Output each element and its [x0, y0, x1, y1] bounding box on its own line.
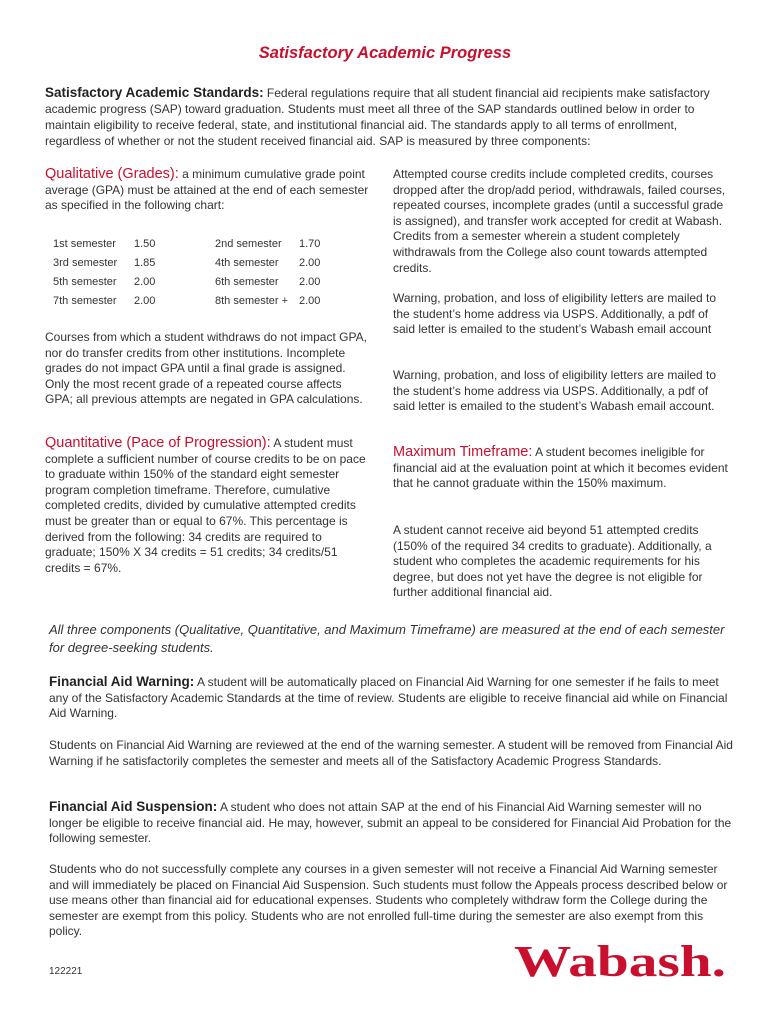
maximum-timeframe-note: A student cannot receive aid beyond 51 attempted credits (150% of the required 34 credits to graduate). Additionally, a student who completes the academic requirements for his degree, but does not yet have the degree is not eligible for further additional financial aid.	[393, 523, 712, 600]
qualitative-text: a minimum cumulative grade point average (GPA) must be attained at the end of each semester as specified in the following chart:	[45, 167, 369, 213]
qualitative-heading: Qualitative (Grades):	[45, 166, 179, 182]
warning-heading: Financial Aid Warning:	[49, 674, 195, 689]
warning-paragraph	[49, 674, 734, 722]
warning-letter-paragraph: Warning, probation, and loss of eligibility letters are mailed to the student’s home address via USPS. Additionally, a pdf of said letter is emailed to the student’s Wabash email account	[393, 291, 717, 337]
suspension-paragraph-2: Students who do not successfully complete any courses in a given semester will not receive a Financial Aid Warning semester and will immediately be placed on Financial Aid Suspension. Such students must follow the Appeals process described below or use means other than financial aid for educational expenses. Students who completely withdraw form the College during the semester are exempt from this policy. Students who are not enrolled full-time during the semester are also exempt from this policy.	[49, 862, 728, 939]
gpa-value: 2.00	[134, 276, 156, 288]
gpa-value: 1.50	[134, 238, 156, 250]
maximum-timeframe-paragraph	[393, 445, 728, 492]
gpa-value: 1.70	[299, 238, 321, 250]
suspension-paragraph	[49, 799, 734, 847]
gpa-value: 1.85	[134, 257, 156, 269]
semester-label: 3rd semester	[53, 257, 118, 269]
warning-text: A student will be automatically placed on Financial Aid Warning for one semester if he fails to meet any of the Satisfactory Academic Standards at the time of review. Students are eligible to receive financial aid while on Financial Aid Warning.	[49, 675, 728, 721]
gpa-chart	[53, 238, 353, 314]
intro-paragraph	[45, 85, 730, 149]
components-note: All three components (Qualitative, Quantitative, and Maximum Timeframe) are measured at the end of each semester for degree-seeking students.	[49, 622, 725, 655]
quantitative-heading: Quantitative (Pace of Progression):	[45, 435, 271, 451]
gpa-row	[53, 276, 353, 295]
maximum-timeframe-heading: Maximum Timeframe:	[393, 444, 533, 460]
suspension-text: A student who does not attain SAP at the end of his Financial Aid Warning semester will no longer be eligible to receive financial aid. He may, however, submit an appeal to be considered for Financial Aid Probation for the following semester.	[49, 800, 732, 846]
quantitative-paragraph	[45, 436, 370, 576]
qualitative-note: Courses from which a student withdraws do not impact GPA, nor do transfer credits from other institutions. Incomplete grades do not impact GPA until a final grade is assigned. Only the most recent grade of a repeated course affects GPA; all previous attempts are negated in GPA calculations.	[45, 330, 367, 407]
page-title: Satisfactory Academic Progress	[258, 44, 512, 62]
attempted-credits-paragraph: Attempted course credits include completed credits, courses dropped after the drop/add period, withdrawals, failed courses, repeated courses, incomplete grades (until a successful grade is assigned), and transfer work accepted for credit at Wabash. Credits from a semester wherein a student completely withdrawals from the College also count towards attempted credits.	[393, 167, 726, 275]
quantitative-text: A student must complete a sufficient number of course credits to be on pace to graduate within 150% of the standard eight semester program completion timeframe. Therefore, cumulative completed credits, divided by cumulative attempted credits must be greater than or equal to 67%. This percentage is derived from the following: 34 credits are required to graduate; 150% X 34 credits = 51 credits; 34 credits/51 credits = 67%.	[45, 436, 366, 575]
gpa-row	[53, 295, 353, 314]
wabash-logo-text: Wabash.	[514, 938, 726, 982]
semester-label: 4th semester	[215, 257, 279, 269]
document-code: 122221	[49, 966, 83, 977]
maximum-timeframe-text: A student becomes ineligible for financial aid at the evaluation point at which it becomes evident that he cannot graduate within the 150% maximum.	[393, 445, 728, 491]
semester-label: 2nd semester	[215, 238, 282, 250]
qualitative-paragraph	[45, 167, 370, 214]
gpa-value: 2.00	[299, 276, 321, 288]
warning-letter-paragraph-2: Warning, probation, and loss of eligibility letters are mailed to the student’s home address via USPS. Additionally, a pdf of said letter is emailed to the student’s Wabash email account.	[393, 368, 717, 414]
semester-label: 7th semester	[53, 295, 117, 307]
semester-label: 1st semester	[53, 238, 116, 250]
gpa-row	[53, 238, 353, 257]
intro-text: Federal regulations require that all student financial aid recipients make satisfactory academic progress (SAP) toward graduation. Students must meet all three of the SAP standards outlined below in order to maintain eligibility to receive federal, state, and institutional financial aid. The standards apply to all terms of enrollment, regardless of whether or not the student received financial aid. SAP is measured by three components:	[45, 86, 710, 148]
semester-label: 6th semester	[215, 276, 279, 288]
semester-label: 5th semester	[53, 276, 117, 288]
gpa-row	[53, 257, 353, 276]
semester-label: 8th semester +	[215, 295, 289, 307]
wabash-logo	[514, 938, 728, 982]
intro-heading: Satisfactory Academic Standards:	[45, 85, 264, 100]
warning-paragraph-2: Students on Financial Aid Warning are reviewed at the end of the warning semester. A student will be removed from Financial Aid Warning if he satisfactorily completes the semester and meets all of the Satisfactory Academic Progress Standards.	[49, 738, 733, 768]
suspension-heading: Financial Aid Suspension:	[49, 799, 218, 814]
gpa-value: 2.00	[134, 295, 156, 307]
gpa-value: 2.00	[299, 295, 321, 307]
gpa-value: 2.00	[299, 257, 321, 269]
